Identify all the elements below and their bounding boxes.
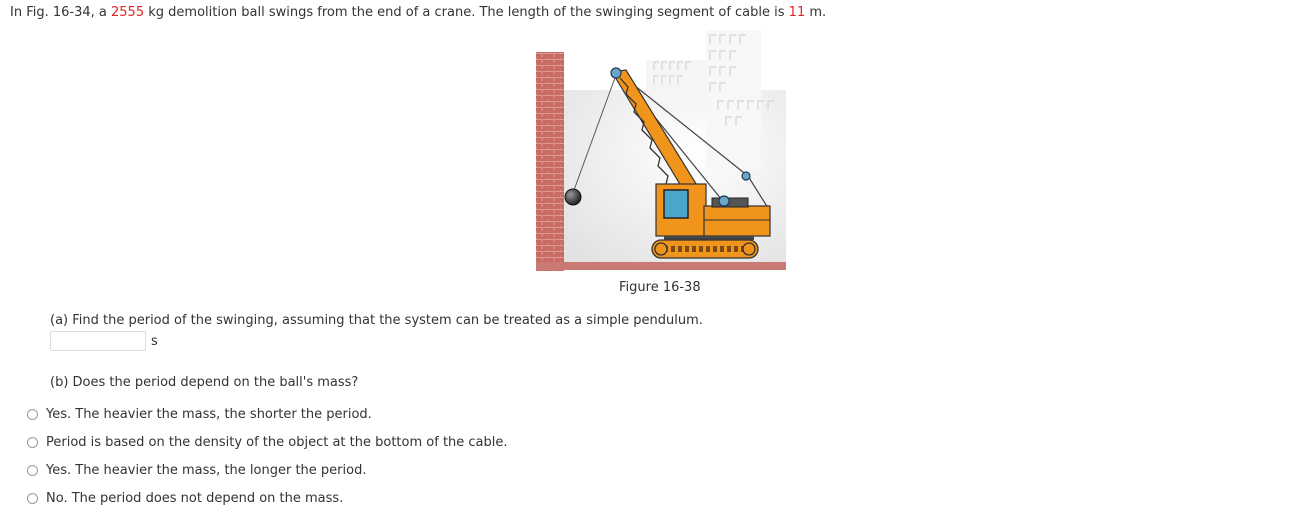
ground bbox=[536, 262, 786, 270]
figure-caption: Figure 16-38 bbox=[619, 280, 701, 295]
option-label: Yes. The heavier the mass, the longer the period. bbox=[46, 462, 367, 478]
question-text bbox=[10, 5, 826, 20]
option-density[interactable] bbox=[27, 434, 508, 450]
radio-button[interactable] bbox=[27, 465, 38, 476]
radio-button[interactable] bbox=[27, 409, 38, 420]
intro-prefix: In Fig. 16-34, a bbox=[10, 5, 112, 20]
option-longer-period[interactable] bbox=[27, 462, 366, 478]
option-label: Yes. The heavier the mass, the shorter the period. bbox=[46, 406, 372, 422]
option-label: No. The period does not depend on the mass. bbox=[46, 490, 344, 506]
mass-value: 2555 bbox=[111, 5, 145, 20]
crane-figure bbox=[536, 30, 786, 271]
period-unit: s bbox=[151, 334, 158, 349]
brick-wall-icon bbox=[536, 52, 564, 271]
option-label: Period is based on the density of the object at the bottom of the cable. bbox=[46, 434, 508, 450]
intro-middle: kg demolition ball swings from the end of a crane. The length of the swinging segment of cable is bbox=[144, 5, 789, 20]
part-b-prompt: (b) Does the period depend on the ball's mass? bbox=[50, 375, 359, 390]
radio-button[interactable] bbox=[27, 493, 38, 504]
wrecking-ball-icon bbox=[565, 189, 581, 205]
radio-button[interactable] bbox=[27, 437, 38, 448]
intro-suffix: m. bbox=[805, 5, 827, 20]
period-answer-input[interactable] bbox=[50, 331, 146, 351]
part-a-prompt: (a) Find the period of the swinging, assuming that the system can be treated as a simple pendulum. bbox=[50, 313, 703, 328]
length-value: 11 bbox=[788, 5, 806, 20]
option-shorter-period[interactable] bbox=[27, 406, 372, 422]
option-no-dependence[interactable] bbox=[27, 490, 343, 506]
